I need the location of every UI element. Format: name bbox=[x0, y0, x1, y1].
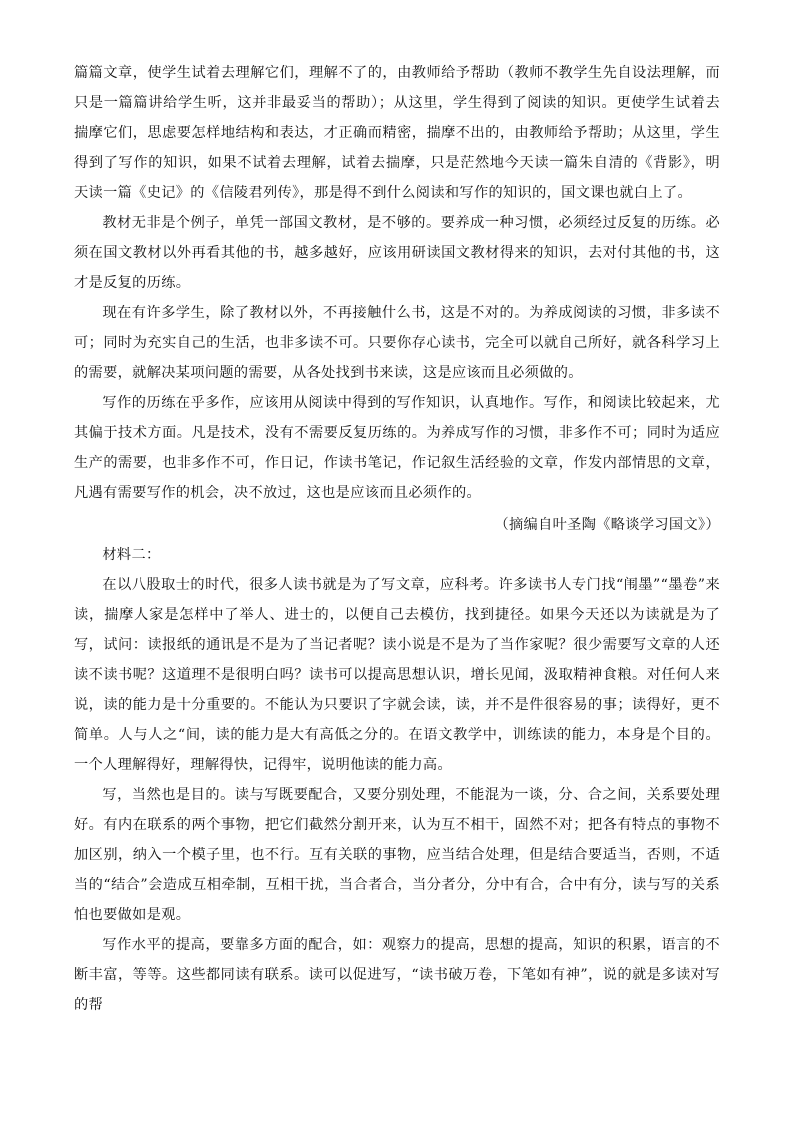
material1-paragraph-4: 写作的历练在乎多作，应该用从阅读中得到的写作知识，认真地作。写作，和阅读比较起来，尤其偏于技术方面。凡是技术，没有不需要反复历练的。为养成写作的习惯，非多作不可；同时为适应生产的需要，也非多作不可，作日记，作读书笔记，作记叙生活经验的文章，作发内部情思的文章，凡遇有需要写作的机会，决不放过，这也是应该而且必须作的。 bbox=[74, 395, 720, 501]
document-page bbox=[74, 58, 720, 1020]
material1-source-citation: （摘编自叶圣陶《略谈学习国文》） bbox=[494, 517, 720, 533]
material2-paragraph-1: 在以八股取士的时代，很多人读书就是为了写文章，应科考。许多读书人专门找“闱墨”“墨卷”来读，揣摩人家是怎样中了举人、进士的，以便自己去模仿，找到捷径。如果今天还以为读就是为了写，试问：读报纸的通讯是不是为了当记者呢？读小说是不是为了当作家呢？很少需要写文章的人还读不读书呢？这道理不是很明白吗？读书可以提高思想认识，增长见闻，汲取精神食粮。对任何人来说，读的能力是十分重要的。不能认为只要识了字就会读，读，并不是件很容易的事；读得好，更不简单。人与人之“间，读的能力是大有高低之分的。在语文教学中，训练读的能力，本身是个目的。一个人理解得好，理解得快，记得牢，说明他读的能力高。 bbox=[74, 577, 720, 773]
material2-paragraph-3: 写作水平的提高，要靠多方面的配合，如：观察力的提高，思想的提高，知识的积累，语言的不断丰富，等等。这些都同读有联系。读可以促进写，“读书破万卷，下笔如有神”，说的就是多读对写的帮 bbox=[74, 937, 720, 1013]
material1-paragraph-3: 现在有许多学生，除了教材以外，不再接触什么书，这是不对的。为养成阅读的习惯，非多读不可；同时为充实自己的生活，也非多读不可。只要你存心读书，完全可以就自己所好，就各科学习上的需要，就解决某项问题的需要，从各处找到书来读，这是应该而且必须做的。 bbox=[74, 305, 720, 381]
material2-heading: 材料二： bbox=[102, 547, 161, 563]
material1-paragraph-1: 篇篇文章，使学生试着去理解它们，理解不了的，由教师给予帮助（教师不教学生先自设法理解，而只是一篇篇讲给学生听，这并非最妥当的帮助）；从这里，学生得到了阅读的知识。更使学生试着去揣摩它们，思虑要怎样地结构和表达，才正确而精密，揣摩不出的，由教师给予帮助；从这里，学生得到了写作的知识，如果不试着去理解，试着去揣摩，只是茫然地今天读一篇朱自清的《背影》，明天读一篇《史记》的《信陵君列传》，那是得不到什么阅读和写作的知识的，国文课也就白上了。 bbox=[74, 65, 720, 201]
material1-paragraph-2: 教材无非是个例子，单凭一部国文教材，是不够的。要养成一种习惯，必须经过反复的历练。必须在国文教材以外再看其他的书，越多越好，应该用研读国文教材得来的知识，去对付其他的书，这才是反复的历练。 bbox=[74, 215, 720, 291]
material2-paragraph-2: 写，当然也是目的。读与写既要配合，又要分别处理，不能混为一谈，分、合之间，关系要处理好。有内在联系的两个事物，把它们截然分割开来，认为互不相干，固然不对；把各有特点的事物不加区别，纳入一个模子里，也不行。互有关联的事物，应当结合处理，但是结合要适当，否则，不适当的“结合”会造成互相牵制，互相干扰，当合者合，当分者分，分中有合，合中有分，读与写的关系怕也要做如是观。 bbox=[74, 787, 720, 923]
